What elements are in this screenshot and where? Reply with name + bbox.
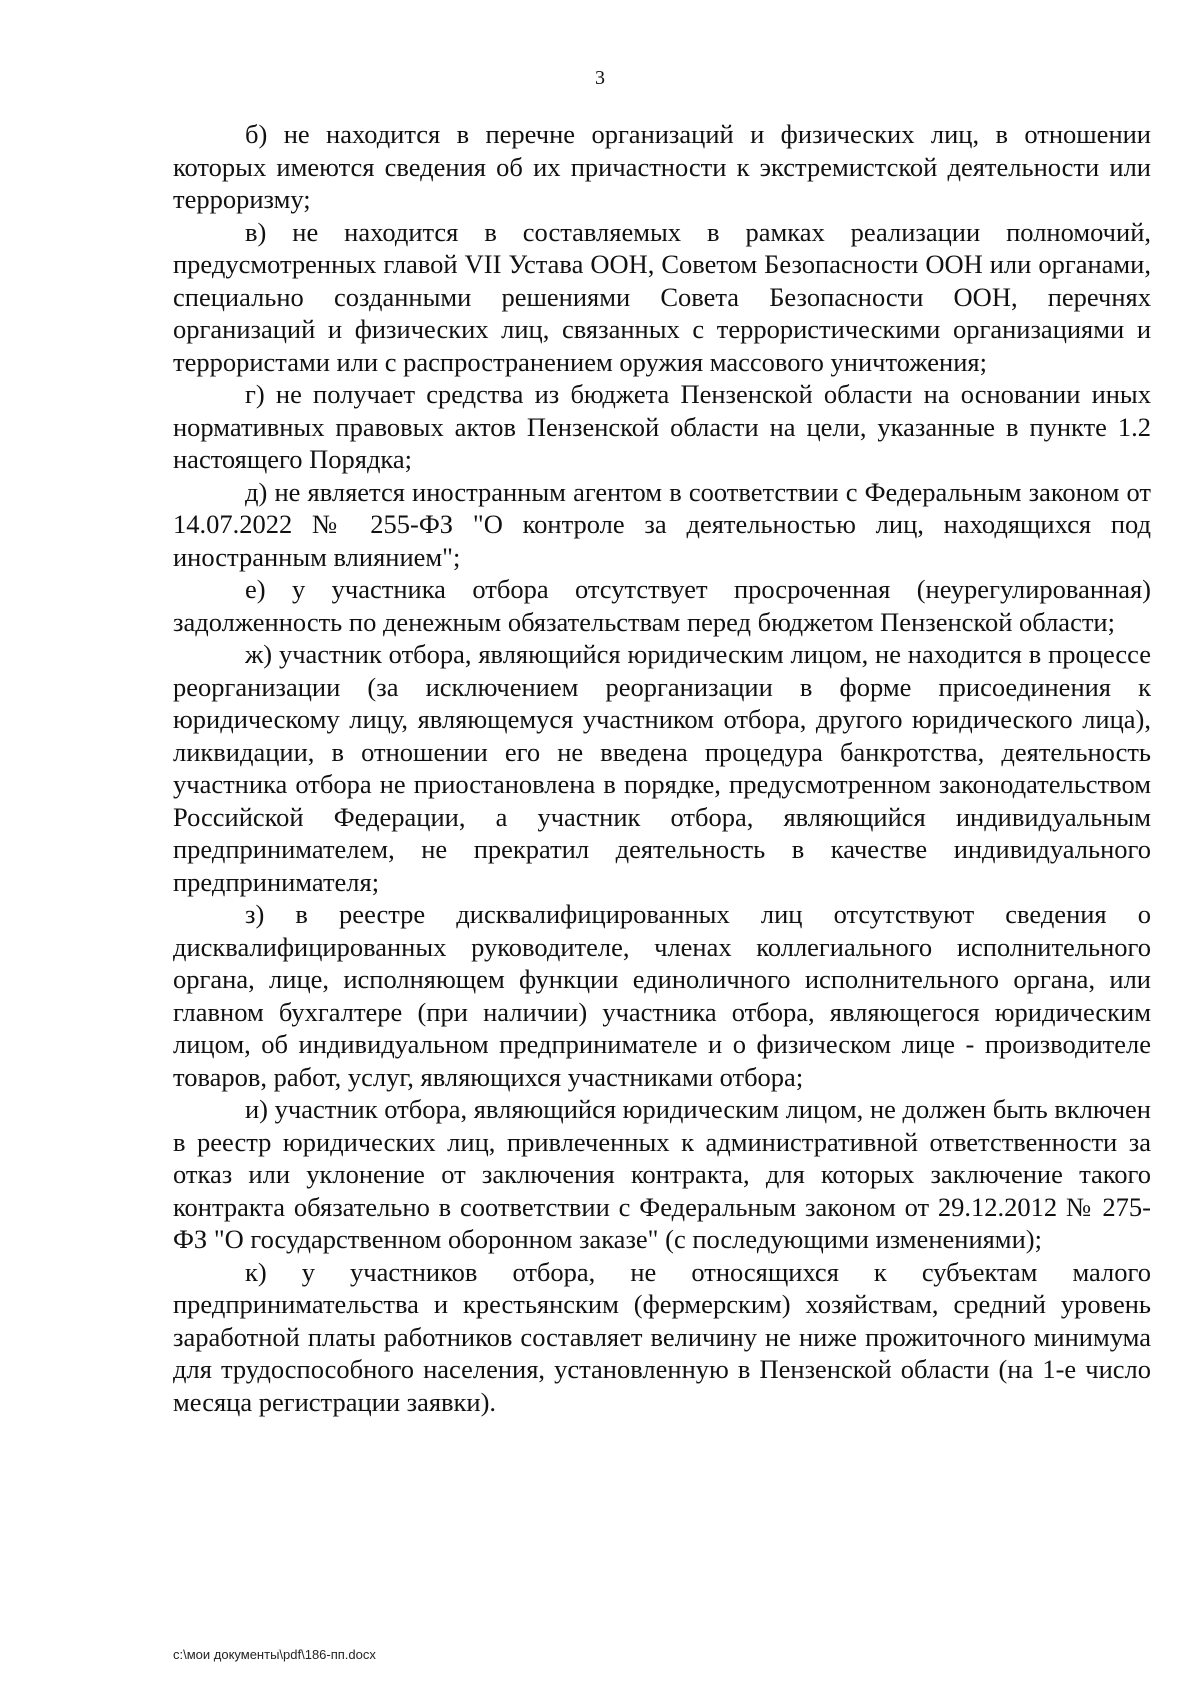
paragraph-b: б) не находится в перечне организаций и физических лиц, в отношении которых имеются сведения об их причастности к экстремистской деятельности или терроризму; (173, 119, 1151, 214)
paragraph-k: к) у участников отбора, не относящихся к субъектам малого предпринимательства и крестьянским (фермерским) хозяйствам, средний уровень заработной платы работников составляет величину не ниже прожиточного минимума для трудоспособного населения, установленную в Пензенской области (на 1-е число месяца регистрации заявки). (173, 1256, 1151, 1417)
paragraph-d: д) не является иностранным агентом в соответствии с Федеральным законом от 14.07.2022 № 255-ФЗ "О контроле за деятельностью лиц, находящихся под иностранным влиянием"; (173, 476, 1151, 572)
paragraph-i: и) участник отбора, являющийся юридическим лицом, не должен быть включен в реестр юридических лиц, привлеченных к административной ответственности за отказ или уклонение от заключения контракта, для которых заключение такого контракта обязательно в соответствии с Федеральным законом от 29.12.2012 № 275-ФЗ "О государственном оборонном заказе" (с последующими изменениями); (173, 1094, 1151, 1254)
paragraph-z: з) в реестре дисквалифицированных лиц отсутствуют сведения о дисквалифицированных руководителе, членах коллегиального исполнительного органа, лице, исполняющем функции единоличного исполнительного органа, или главном бухгалтере (при наличии) участника отбора, являющегося юридическим лицом, об индивидуальном предпринимателе и о физическом лице - производителе товаров, работ, услуг, являющихся участниками отбора; (173, 899, 1151, 1092)
paragraph-zh: ж) участник отбора, являющийся юридическим лицом, не находится в процессе реорганизации (за исключением реорганизации в форме присоединения к юридическому лицу, являющемуся участником отбора, другого юридического лица), ликвидации, в отношении его не введена процедура банкротства, деятельность участника отбора не приостановлена в порядке, предусмотренном законодательством Российской Федерации, а участник отбора, являющийся индивидуальным предпринимателем, не прекратил деятельность в качестве индивидуального предпринимателя; (173, 639, 1151, 897)
paragraph-e: е) у участника отбора отсутствует просроченная (неурегулированная) задолженность по денежным обязательствам перед бюджетом Пензенской области; (173, 574, 1151, 637)
paragraph-v: в) не находится в составляемых в рамках реализации полномочий, предусмотренных главой VII Устава ООН, Советом Безопасности ООН или органами, специально созданными решениями Совета Безопасности ООН, перечнях организаций и физических лиц, связанных с террористическими организациями и террористами или с распространением оружия массового уничтожения; (173, 216, 1151, 377)
document-body (173, 118, 1151, 1418)
paragraph-g: г) не получает средства из бюджета Пензенской области на основании иных нормативных правовых актов Пензенской области на цели, указанные в пункте 1.2 настоящего Порядка; (173, 379, 1151, 474)
footer-file-path: c:\мои документы\pdf\186-пп.docx (173, 1647, 376, 1662)
page-number: 3 (595, 67, 605, 89)
